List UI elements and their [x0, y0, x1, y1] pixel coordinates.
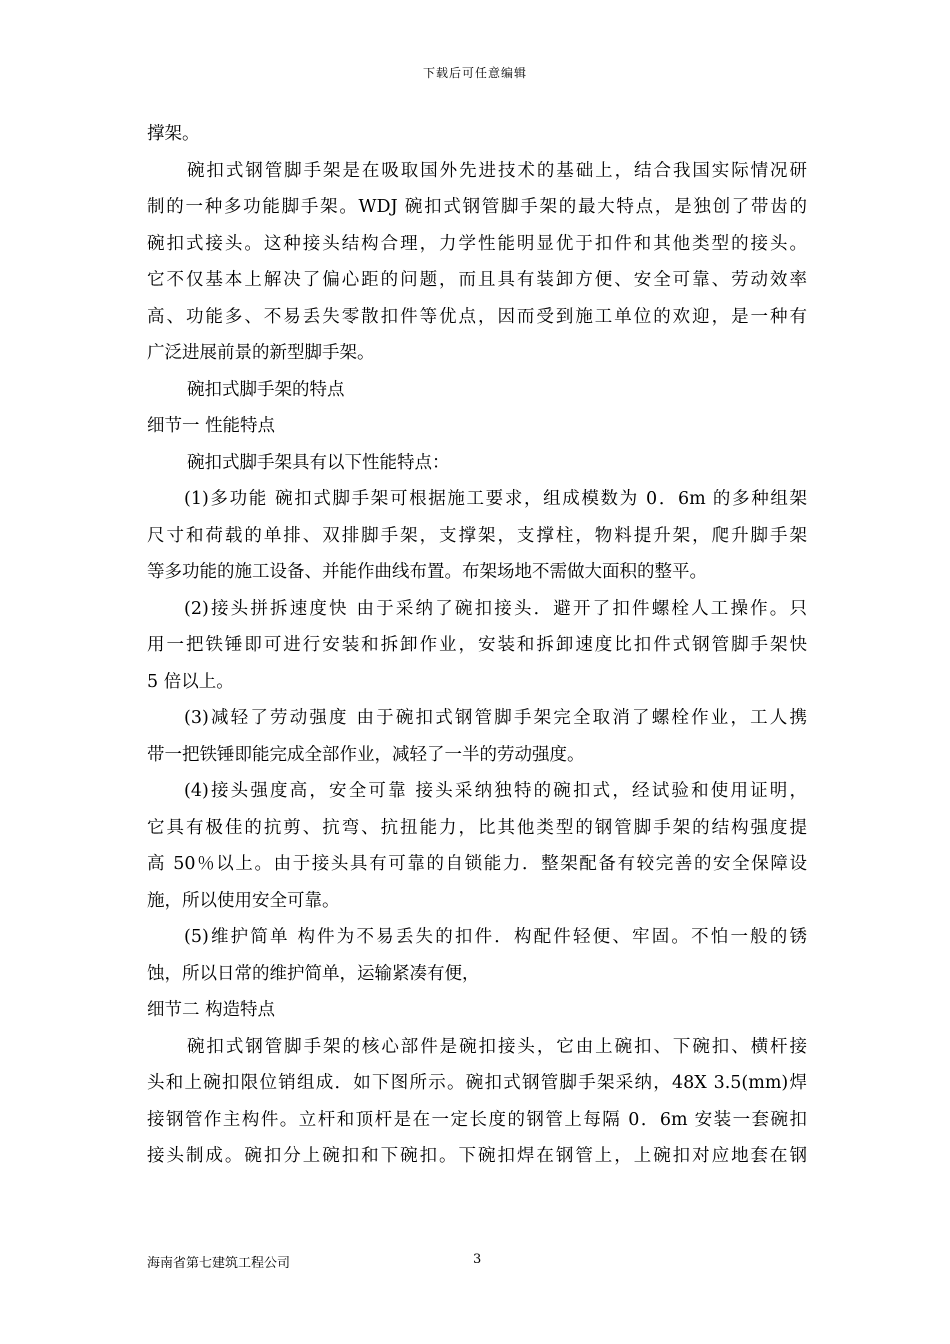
- subsection-heading: 细节二 构造特点: [147, 1000, 276, 1020]
- list-item-line: (1)多功能 碗扣式脚手架可根据施工要求，组成模数为 0．6m 的多种组架: [184, 489, 807, 509]
- text-line: 蚀，所以日常的维护简单，运输紧凑有便，: [147, 963, 480, 984]
- page-number: 3: [473, 1252, 482, 1267]
- text-line: 碗扣式钢管脚手架是在吸取国外先进技术的基础上，结合我国实际情况研: [187, 160, 807, 181]
- text-line: 撑架。: [147, 124, 200, 144]
- text-line: 等多功能的施工设备、并能作曲线布置。布架场地不需做大面积的整平。: [147, 562, 707, 582]
- list-item-line: (3)减轻了劳动强度 由于碗扣式钢管脚手架完全取消了螺栓作业，工人携: [184, 708, 807, 728]
- list-item-line: (4)接头强度高，安全可靠 接头采纳独特的碗扣式，经试验和使用证明，: [184, 781, 807, 801]
- page-header: 下载后可任意编辑: [422, 66, 527, 80]
- text-line: 碗扣式接头。这种接头结构合理，力学性能明显优于扣件和其他类型的接头。: [147, 233, 807, 254]
- text-line: 它具有极佳的抗剪、抗弯、抗扭能力，比其他类型的钢管脚手架的结构强度提: [147, 817, 807, 838]
- section-heading: 碗扣式脚手架的特点: [187, 379, 345, 400]
- text-line: 5 倍以上。: [147, 671, 234, 692]
- document-body: [147, 116, 807, 1175]
- text-line: 它不仅基本上解决了偏心距的问题，而且具有装卸方便、安全可靠、劳动效率: [147, 270, 807, 290]
- text-line: 用一把铁锤即可进行安装和拆卸作业，安装和拆卸速度比扣件式钢管脚手架快: [147, 635, 807, 655]
- text-line: 高、功能多、不易丢失零散扣件等优点，因而受到施工单位的欢迎，是一种有: [147, 306, 807, 327]
- text-line: 碗扣式钢管脚手架的核心部件是碗扣接头，它由上碗扣、下碗扣、横杆接: [187, 1036, 807, 1057]
- text-line: 头和上碗扣限位销组成．如下图所示。碗扣式钢管脚手架采纳，48X 3.5(mm)焊: [147, 1073, 807, 1093]
- text-line: 接钢管作主构件。立杆和顶杆是在一定长度的钢管上每隔 0．6m 安装一套碗扣: [147, 1109, 807, 1130]
- text-line: 高 50％以上。由于接头具有可靠的自锁能力．整架配备有较完善的安全保障设: [147, 854, 807, 874]
- list-item-line: (2)接头拼拆速度快 由于采纳了碗扣接头．避开了扣件螺栓人工操作。只: [184, 598, 807, 619]
- text-line: 碗扣式脚手架具有以下性能特点：: [187, 452, 450, 473]
- footer-company: 海南省第七建筑工程公司: [147, 1256, 291, 1271]
- text-line: 施，所以使用安全可靠。: [147, 890, 340, 911]
- list-item-line: (5)维护简单 构件为不易丢失的扣件．构配件轻便、牢固。不怕一般的锈: [184, 927, 807, 947]
- text-line: 制的一种多功能脚手架。WDJ 碗扣式钢管脚手架的最大特点，是独创了带齿的: [147, 197, 807, 217]
- text-line: 广泛进展前景的新型脚手架。: [147, 343, 375, 363]
- subsection-heading: 细节一 性能特点: [147, 416, 276, 436]
- text-line: 接头制成。碗扣分上碗扣和下碗扣。下碗扣焊在钢管上，上碗扣对应地套在钢: [147, 1146, 807, 1166]
- text-line: 带一把铁锤即能完成全部作业，减轻了一半的劳动强度。: [147, 744, 585, 765]
- text-line: 尺寸和荷载的单排、双排脚手架，支撑架，支撑柱，物料提升架，爬升脚手架: [147, 525, 807, 546]
